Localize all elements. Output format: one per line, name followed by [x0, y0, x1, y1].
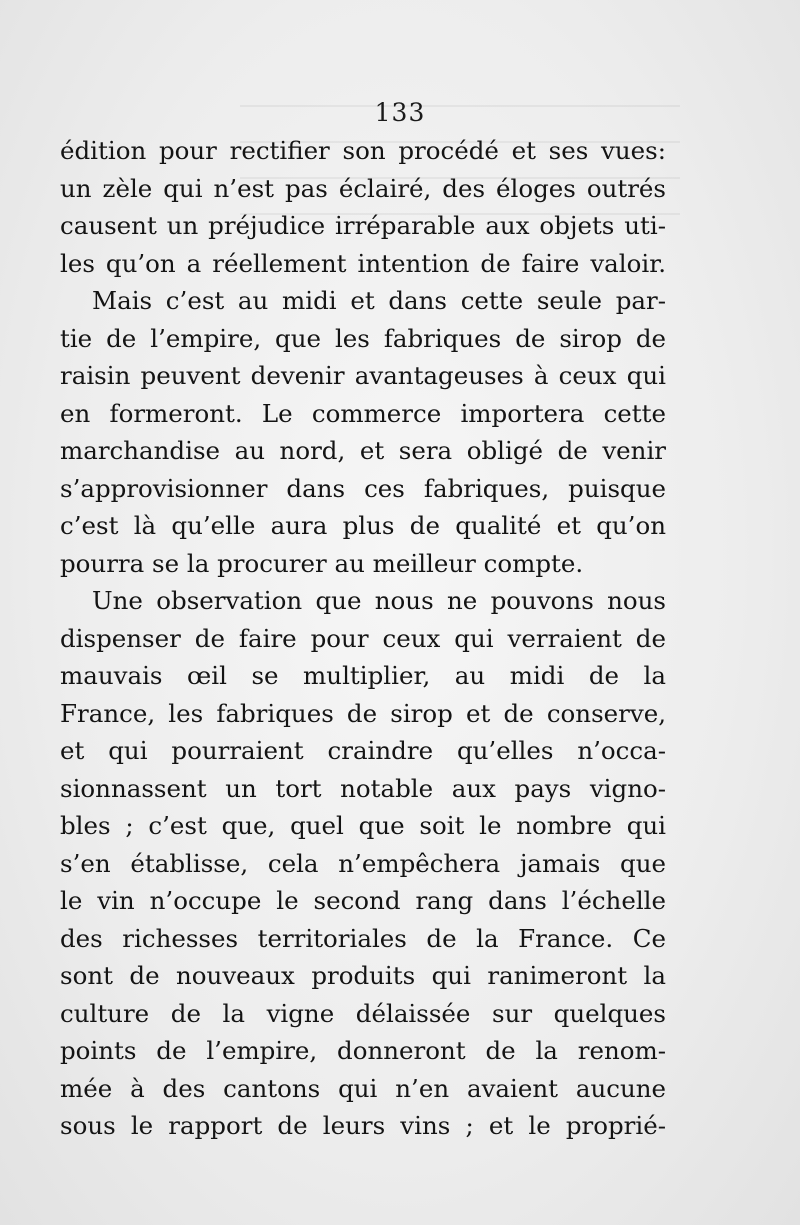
text-line: un zèle qui n’est pas éclairé, des éloges outrés: [60, 173, 666, 203]
text-line: le vin n’occupe le second rang dans l’échelle: [60, 886, 666, 915]
text-line: s’approvisionner dans ces fabriques, puisque: [60, 473, 666, 503]
page-number: 133: [374, 98, 426, 127]
text-line: mée à des cantons qui n’en avaient aucune: [60, 1073, 666, 1103]
text-line: causent un préjudice irréparable aux objets uti-: [60, 211, 666, 240]
text-line: c’est là qu’elle aura plus de qualité et qu’on: [60, 511, 666, 540]
text-line: en formeront. Le commerce importera cette: [60, 398, 666, 428]
body-text: [60, 132, 666, 1145]
text-line: Mais c’est au midi et dans cette seule par-: [92, 286, 666, 315]
text-line: s’en établisse, cela n’empêchera jamais que: [60, 848, 666, 878]
text-line: France, les fabriques de sirop et de conserve,: [60, 698, 666, 728]
text-line: et qui pourraient craindre qu’elles n’occa-: [60, 736, 666, 765]
text-line: sionnassent un tort notable aux pays vigno-: [60, 773, 666, 803]
text-line: édition pour rectifier son procédé et ses vues:: [60, 136, 666, 165]
text-line: bles ; c’est que, quel que soit le nombre qui: [60, 811, 666, 840]
text-line: sous le rapport de leurs vins ; et le proprié-: [60, 1111, 666, 1140]
text-line: pourra se la procurer au meilleur compte.: [60, 548, 584, 578]
text-line: les qu’on a réellement intention de faire valoir.: [60, 248, 666, 278]
text-line: sont de nouveaux produits qui ranimeront la: [60, 961, 666, 990]
text-line: dispenser de faire pour ceux qui verraient de: [60, 623, 666, 653]
text-line: des richesses territoriales de la France. Ce: [60, 923, 666, 953]
text-line: marchandise au nord, et sera obligé de venir: [60, 436, 666, 465]
text-line: mauvais œil se multiplier, au midi de la: [60, 661, 666, 690]
text-line: culture de la vigne délaissée sur quelques: [60, 998, 666, 1028]
text-line: tie de l’empire, que les fabriques de sirop de: [60, 323, 666, 353]
text-line: points de l’empire, donneront de la renom-: [60, 1036, 666, 1065]
text-line: Une observation que nous ne pouvons nous: [92, 586, 666, 615]
text-line: raisin peuvent devenir avantageuses à ceux qui: [60, 361, 666, 390]
